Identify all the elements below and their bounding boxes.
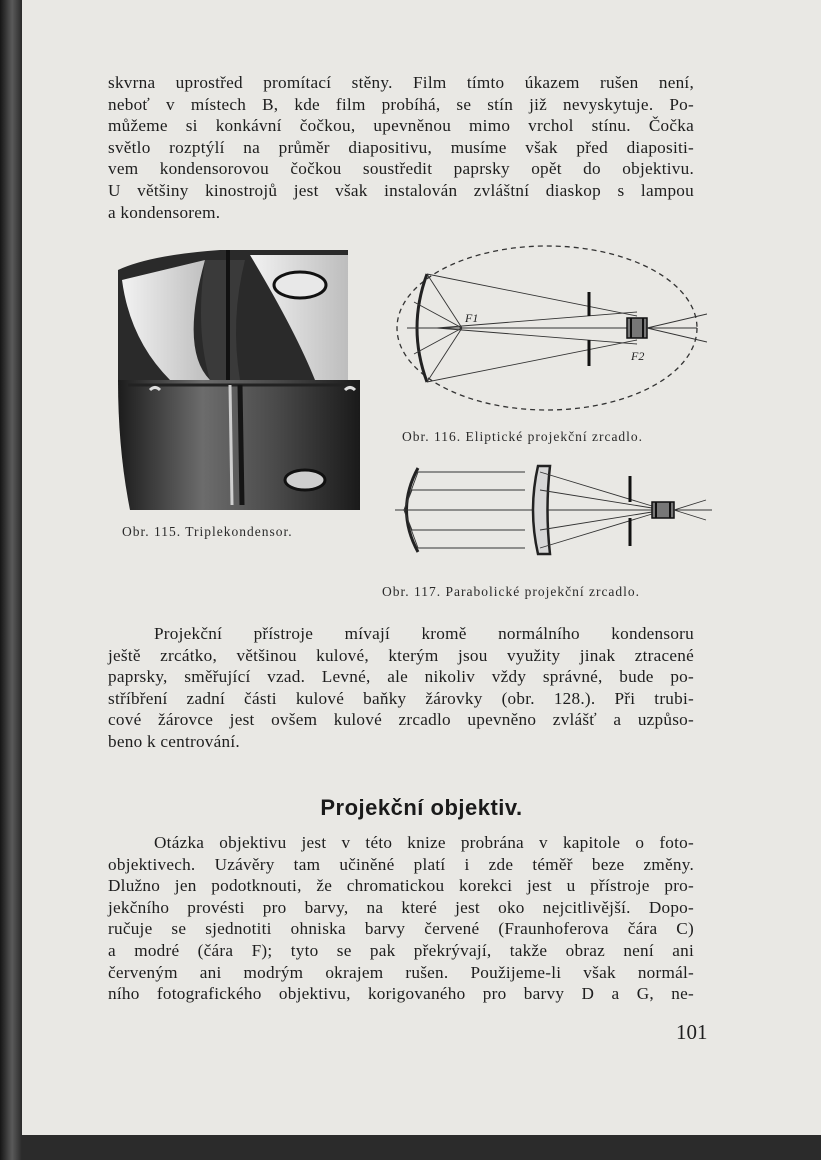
page-number: 101 — [676, 1020, 708, 1044]
paragraph-line: stříbření zadní části kulové baňky žárovky (obr. 128.). Při trubi- — [108, 688, 694, 708]
section-heading: Projekční objektiv. — [320, 795, 523, 820]
paragraph-line: červeným ani modrým okrajem rušen. Použijeme-li však normál- — [108, 962, 694, 982]
paragraph-line: ještě zrcátko, většinou kulové, kterým jsou využity jinak ztracené — [108, 645, 694, 665]
paragraph-line: a kondensorem. — [108, 202, 221, 222]
paragraph-line: světlo rozptýlí na průměr diapositivu, musíme však před diapositi- — [108, 137, 694, 157]
fig115-caption: Obr. 115. Triplekondensor. — [122, 524, 293, 539]
triplekondensor-illustration — [110, 240, 370, 515]
paragraph-line: a modré (čára F); tyto se pak překrývají, takže obraz není ani — [108, 940, 694, 960]
paragraph-line: paprsky, směřující vzad. Levné, ale nikoliv vždy správné, bude po- — [108, 667, 694, 687]
elliptical-mirror-diagram — [387, 242, 707, 420]
paragraph-line: můžeme si konkávní čočkou, upevněnou mimo vrchol stínu. Čočka — [108, 116, 694, 136]
paragraph-line: neboť v místech B, kde film probíhá, se stín již nevyskytuje. Po- — [108, 94, 694, 114]
paragraph-line: beno k centrování. — [108, 731, 240, 751]
paragraph-line: Projekční přístroje mívají kromě normálního kondensoru — [154, 624, 694, 643]
fig117-caption: Obr. 117. Parabolické projekční zrcadlo. — [382, 584, 641, 599]
paragraph-line: jekčního provésti pro barvy, na které jest oko nejcitlivější. Dopo- — [108, 897, 694, 917]
paragraph-1 — [108, 72, 694, 223]
paragraph-3 — [108, 832, 694, 1005]
label-f1: F1 — [465, 311, 479, 325]
paragraph-line: ního fotografického objektivu, korigovaného pro barvy D a G, ne- — [108, 984, 694, 1004]
paragraph-line: ručuje se sjednotiti ohniska barvy červené (Fraunhoferova čára C) — [108, 919, 694, 939]
paragraph-2 — [108, 623, 694, 753]
paragraph-line: U většiny kinostrojů jest však instalován zvláštní diaskop s lampou — [108, 180, 694, 200]
paragraph-line: objektivech. Uzávěry tam učiněné platí i zde téměř beze změny. — [108, 854, 694, 874]
paragraph-line: Dlužno jen podotknouti, že chromatickou korekci jest u přístroje pro- — [108, 876, 694, 896]
paragraph-line: Otázka objektivu jest v této knize probrána v kapitole o foto- — [154, 833, 694, 852]
paragraph-line: skvrna uprostřed promítací stěny. Film tímto úkazem rušen není, — [108, 73, 694, 92]
book-page — [22, 0, 821, 1135]
paragraph-line: vem kondensorovou čočkou soustředit paprsky opět do objektivu. — [108, 159, 694, 179]
parabolic-mirror-diagram — [390, 462, 712, 562]
paragraph-line: cové žárovce jest ovšem kulové zrcadlo upevněno zvlášť a uzpůso- — [108, 710, 694, 730]
book-spine-shadow — [0, 0, 22, 1160]
fig116-caption: Obr. 116. Eliptické projekční zrcadlo. — [402, 429, 644, 444]
label-f2: F2 — [631, 349, 645, 363]
page-bottom-edge — [22, 1135, 821, 1160]
